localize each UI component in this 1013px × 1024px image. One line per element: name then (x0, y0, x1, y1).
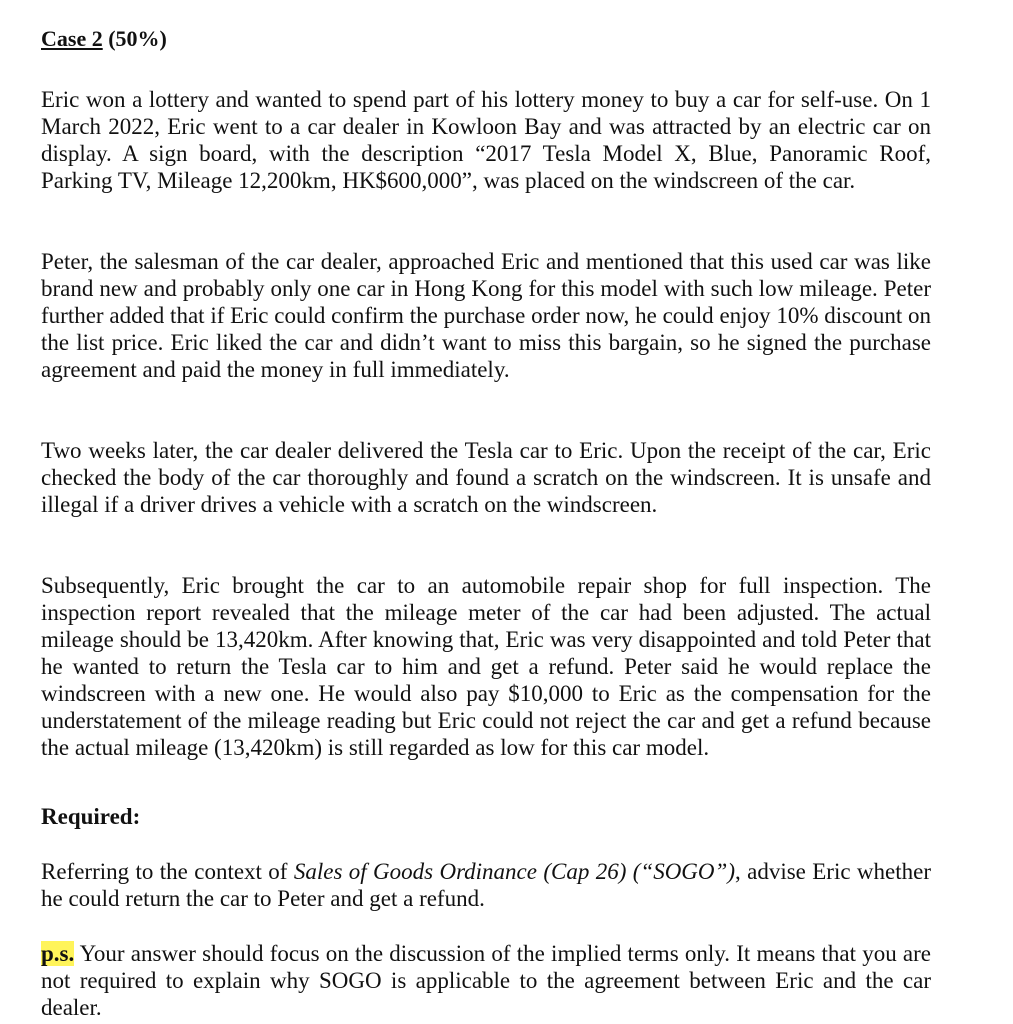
ps-text: Your answer should focus on the discussion of the implied terms only. It means that you are not required to explain why SOGO is applicable to the agreement between Eric and the car dealer. (41, 941, 931, 1020)
question-end: , advise Eric whether he could return the car to Peter and get a refund. (41, 859, 931, 911)
paragraph-inspection: Subsequently, Eric brought the car to an automobile repair shop for full inspection. The inspection report revealed that the mileage meter of the car had been adjusted. The actual mileage should be 13,420km. After knowing that, Eric was very disappointed and told Peter that he wanted to return the Tesla car to him and get a refund. Peter said he would replace the windscreen with a new one. He would also pay $10,000 to Eric as the compensation for the understatement of the mileage reading but Eric could not reject the car and get a refund because the actual mileage (13,420km) is still regarded as low for this car model. (41, 573, 931, 760)
paragraph-lottery: Eric won a lottery and wanted to spend part of his lottery money to buy a car for self-use. On 1 March 2022, Eric went to a car dealer in Kowloon Bay and was attracted by an electric car on display. A sign board, with the description “2017 Tesla Model X, Blue, Panoramic Roof, Parking TV, Mileage 12,200km, HK$600,000”, was placed on the windscreen of the car. (41, 87, 931, 193)
postscript (41, 940, 931, 1021)
ps-label: p.s. (41, 941, 75, 966)
paragraph-delivery: Two weeks later, the car dealer delivered the Tesla car to Eric. Upon the receipt of the car, Eric checked the body of the car thoroughly and found a scratch on the windscreen. It is unsafe and illegal if a driver drives a vehicle with a scratch on the windscreen. (41, 438, 931, 517)
required-question (41, 858, 931, 912)
case-document (41, 26, 931, 1021)
required-heading: Required: (41, 804, 141, 829)
case-weight: (50%) (102, 26, 167, 51)
paragraph-salesman: Peter, the salesman of the car dealer, approached Eric and mentioned that this used car was like brand new and probably only one car in Hong Kong for this model with such low mileage. Peter further added that if Eric could confirm the purchase order now, he could enjoy 10% discount on the list price. Eric liked the car and didn’t want to miss this bargain, so he signed the purchase agreement and paid the money in full immediately. (41, 249, 931, 382)
case-heading (41, 26, 931, 52)
question-ordinance: Sales of Goods Ordinance (Cap 26) (“SOGO”) (293, 859, 735, 884)
question-start: Referring to the context of (41, 859, 294, 884)
case-label: Case 2 (41, 26, 103, 51)
